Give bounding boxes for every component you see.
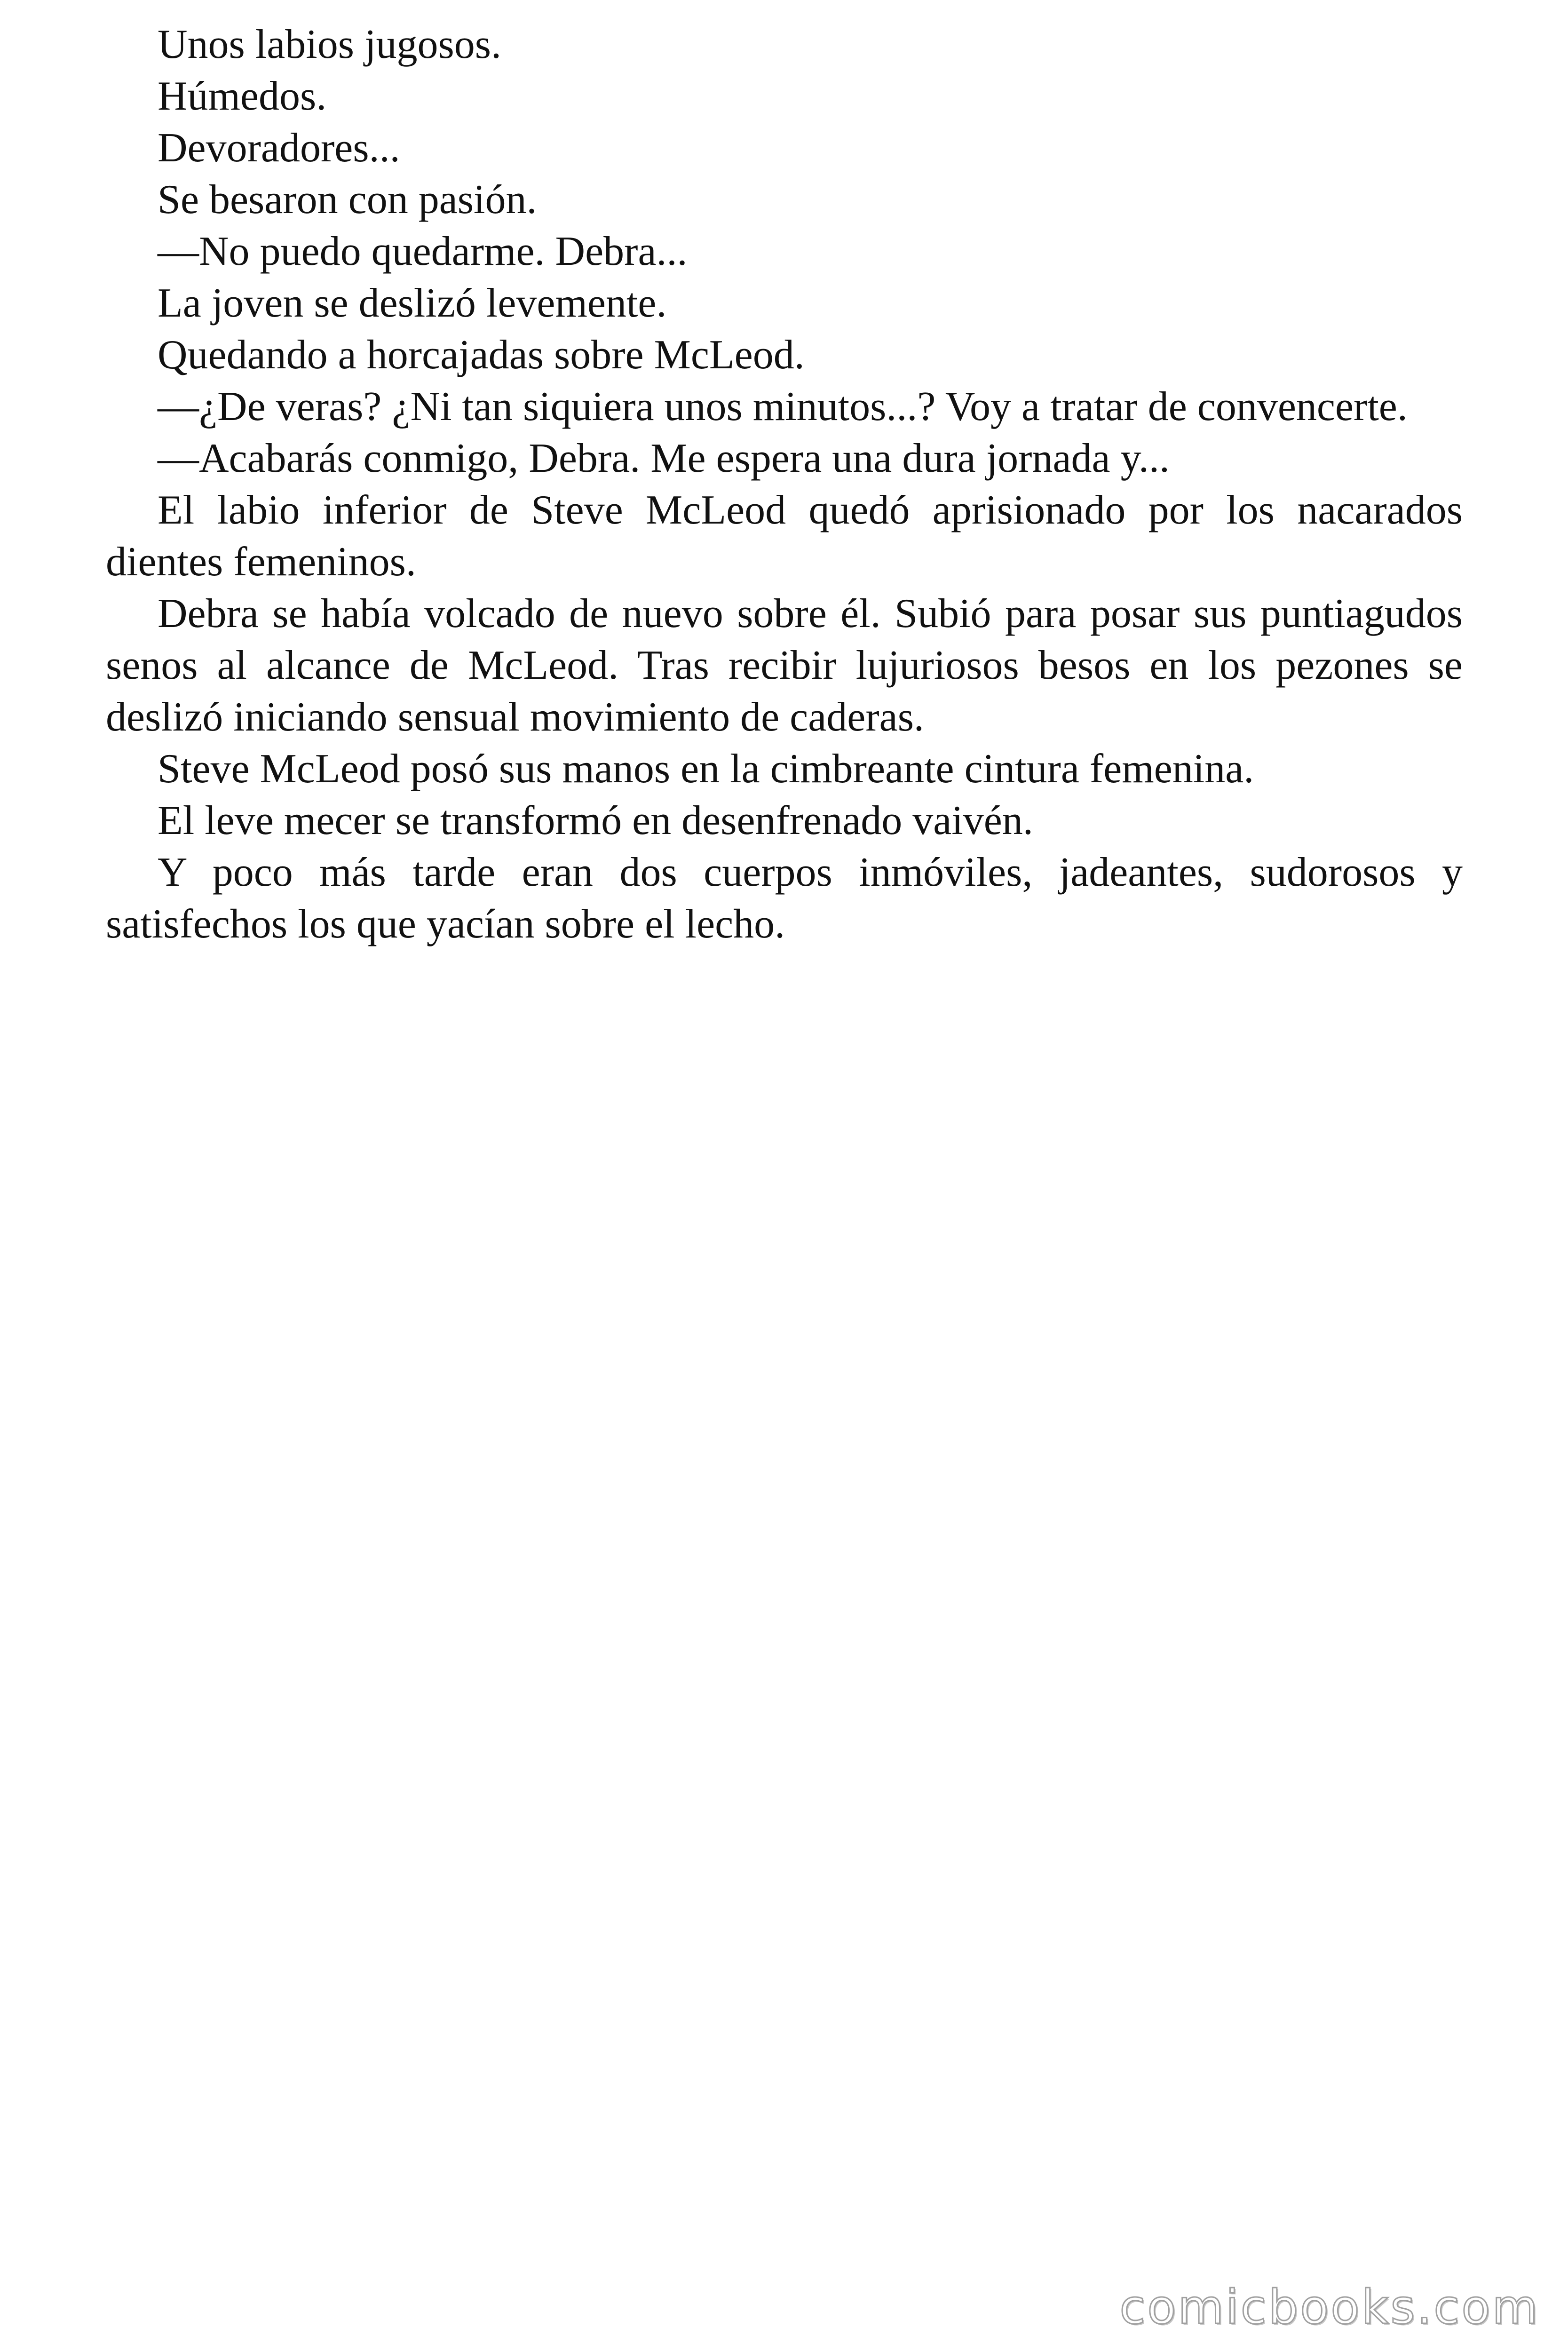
paragraph-13: El leve mecer se transformó en desenfrenado vaivén.: [158, 798, 1033, 843]
paragraph-11: Debra se había volcado de nuevo sobre él. Subió para posar sus puntiagudos senos al alcance de McLeod. Tras recibir lujuriosos besos en los pezones se deslizó iniciando sensual movimiento de caderas.: [106, 591, 1463, 740]
paragraph-2: Húmedos.: [158, 73, 327, 119]
paragraph-14: Y poco más tarde eran dos cuerpos inmóviles, jadeantes, sudorosos y satisfechos los que yacían sobre el lecho.: [106, 850, 1463, 947]
paragraph-3: Devoradores...: [158, 125, 400, 171]
paragraph-9: —Acabarás conmigo, Debra. Me espera una dura jornada y...: [158, 436, 1170, 481]
paragraph-10: El labio inferior de Steve McLeod quedó aprisionado por los nacarados dientes femeninos.: [106, 487, 1463, 585]
watermark: comicbooks.com: [1119, 2280, 1540, 2335]
paragraph-7: Quedando a horcajadas sobre McLeod.: [158, 332, 805, 378]
paragraph-6: La joven se deslizó levemente.: [158, 280, 667, 326]
document-page: [106, 19, 1463, 950]
paragraph-1: Unos labios jugosos.: [158, 22, 501, 67]
paragraph-12: Steve McLeod posó sus manos en la cimbreante cintura femenina.: [158, 746, 1254, 792]
paragraph-8: —¿De veras? ¿Ni tan siquiera unos minutos...? Voy a tratar de convencerte.: [158, 384, 1408, 429]
paragraph-5: —No puedo quedarme. Debra...: [158, 229, 688, 274]
paragraph-4: Se besaron con pasión.: [158, 177, 537, 222]
